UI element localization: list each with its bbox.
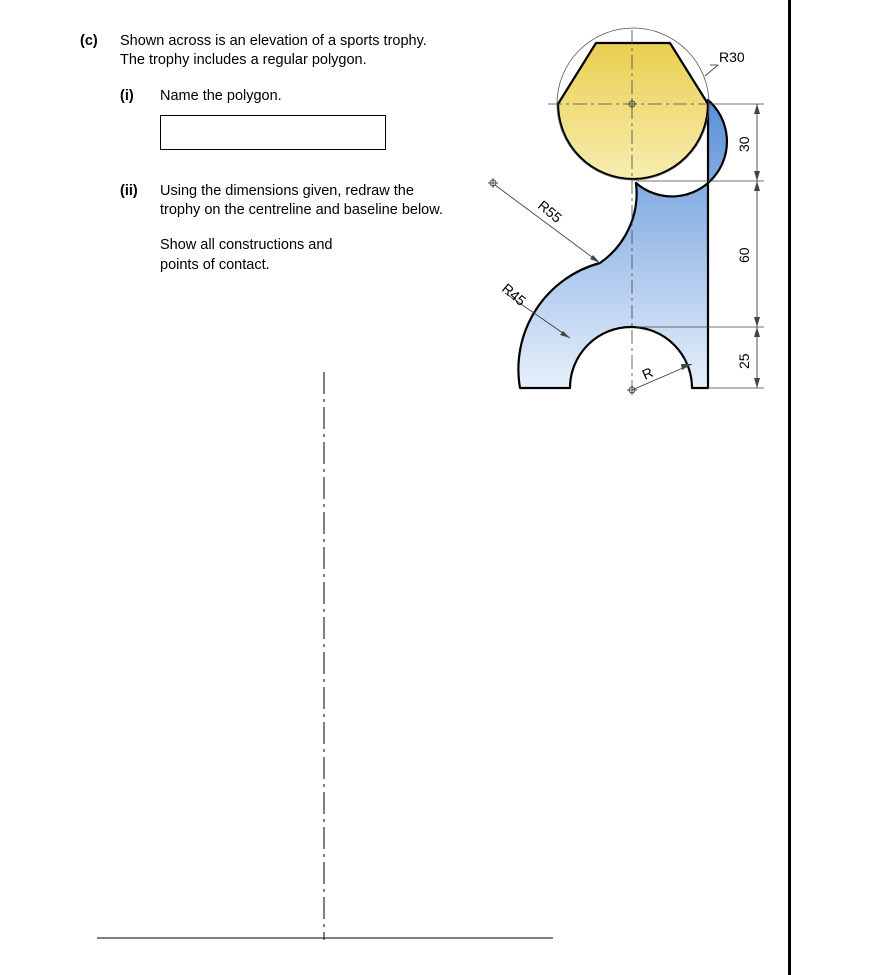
sub-ii-line-2: trophy on the centreline and baseline below. [160, 202, 443, 218]
sub-ii-line-1: Using the dimensions given, redraw the [160, 183, 414, 199]
sub-ii-line-4: points of contact. [160, 257, 270, 273]
intro-line-2: The trophy includes a regular polygon. [120, 52, 367, 68]
sub-i-label: (i) [120, 88, 134, 104]
sub-ii-line-3: Show all constructions and [160, 237, 333, 253]
dim-r45-label: R45 [499, 280, 530, 309]
part-label: (c) [80, 33, 98, 49]
dim-30-label: 30 [736, 136, 752, 152]
dim-r30-label: R30 [719, 49, 745, 65]
dim-60-label: 60 [736, 247, 752, 263]
trophy-elevation [488, 28, 764, 395]
dim-r55-label: R55 [535, 197, 566, 226]
r55-leader [495, 185, 600, 263]
dim-25-label: 25 [736, 353, 752, 369]
dim-r-label: R [639, 363, 656, 383]
intro-line-1: Shown across is an elevation of a sports trophy. [120, 33, 427, 49]
sub-ii-label: (ii) [120, 183, 138, 199]
sub-i-text: Name the polygon. [160, 88, 282, 104]
